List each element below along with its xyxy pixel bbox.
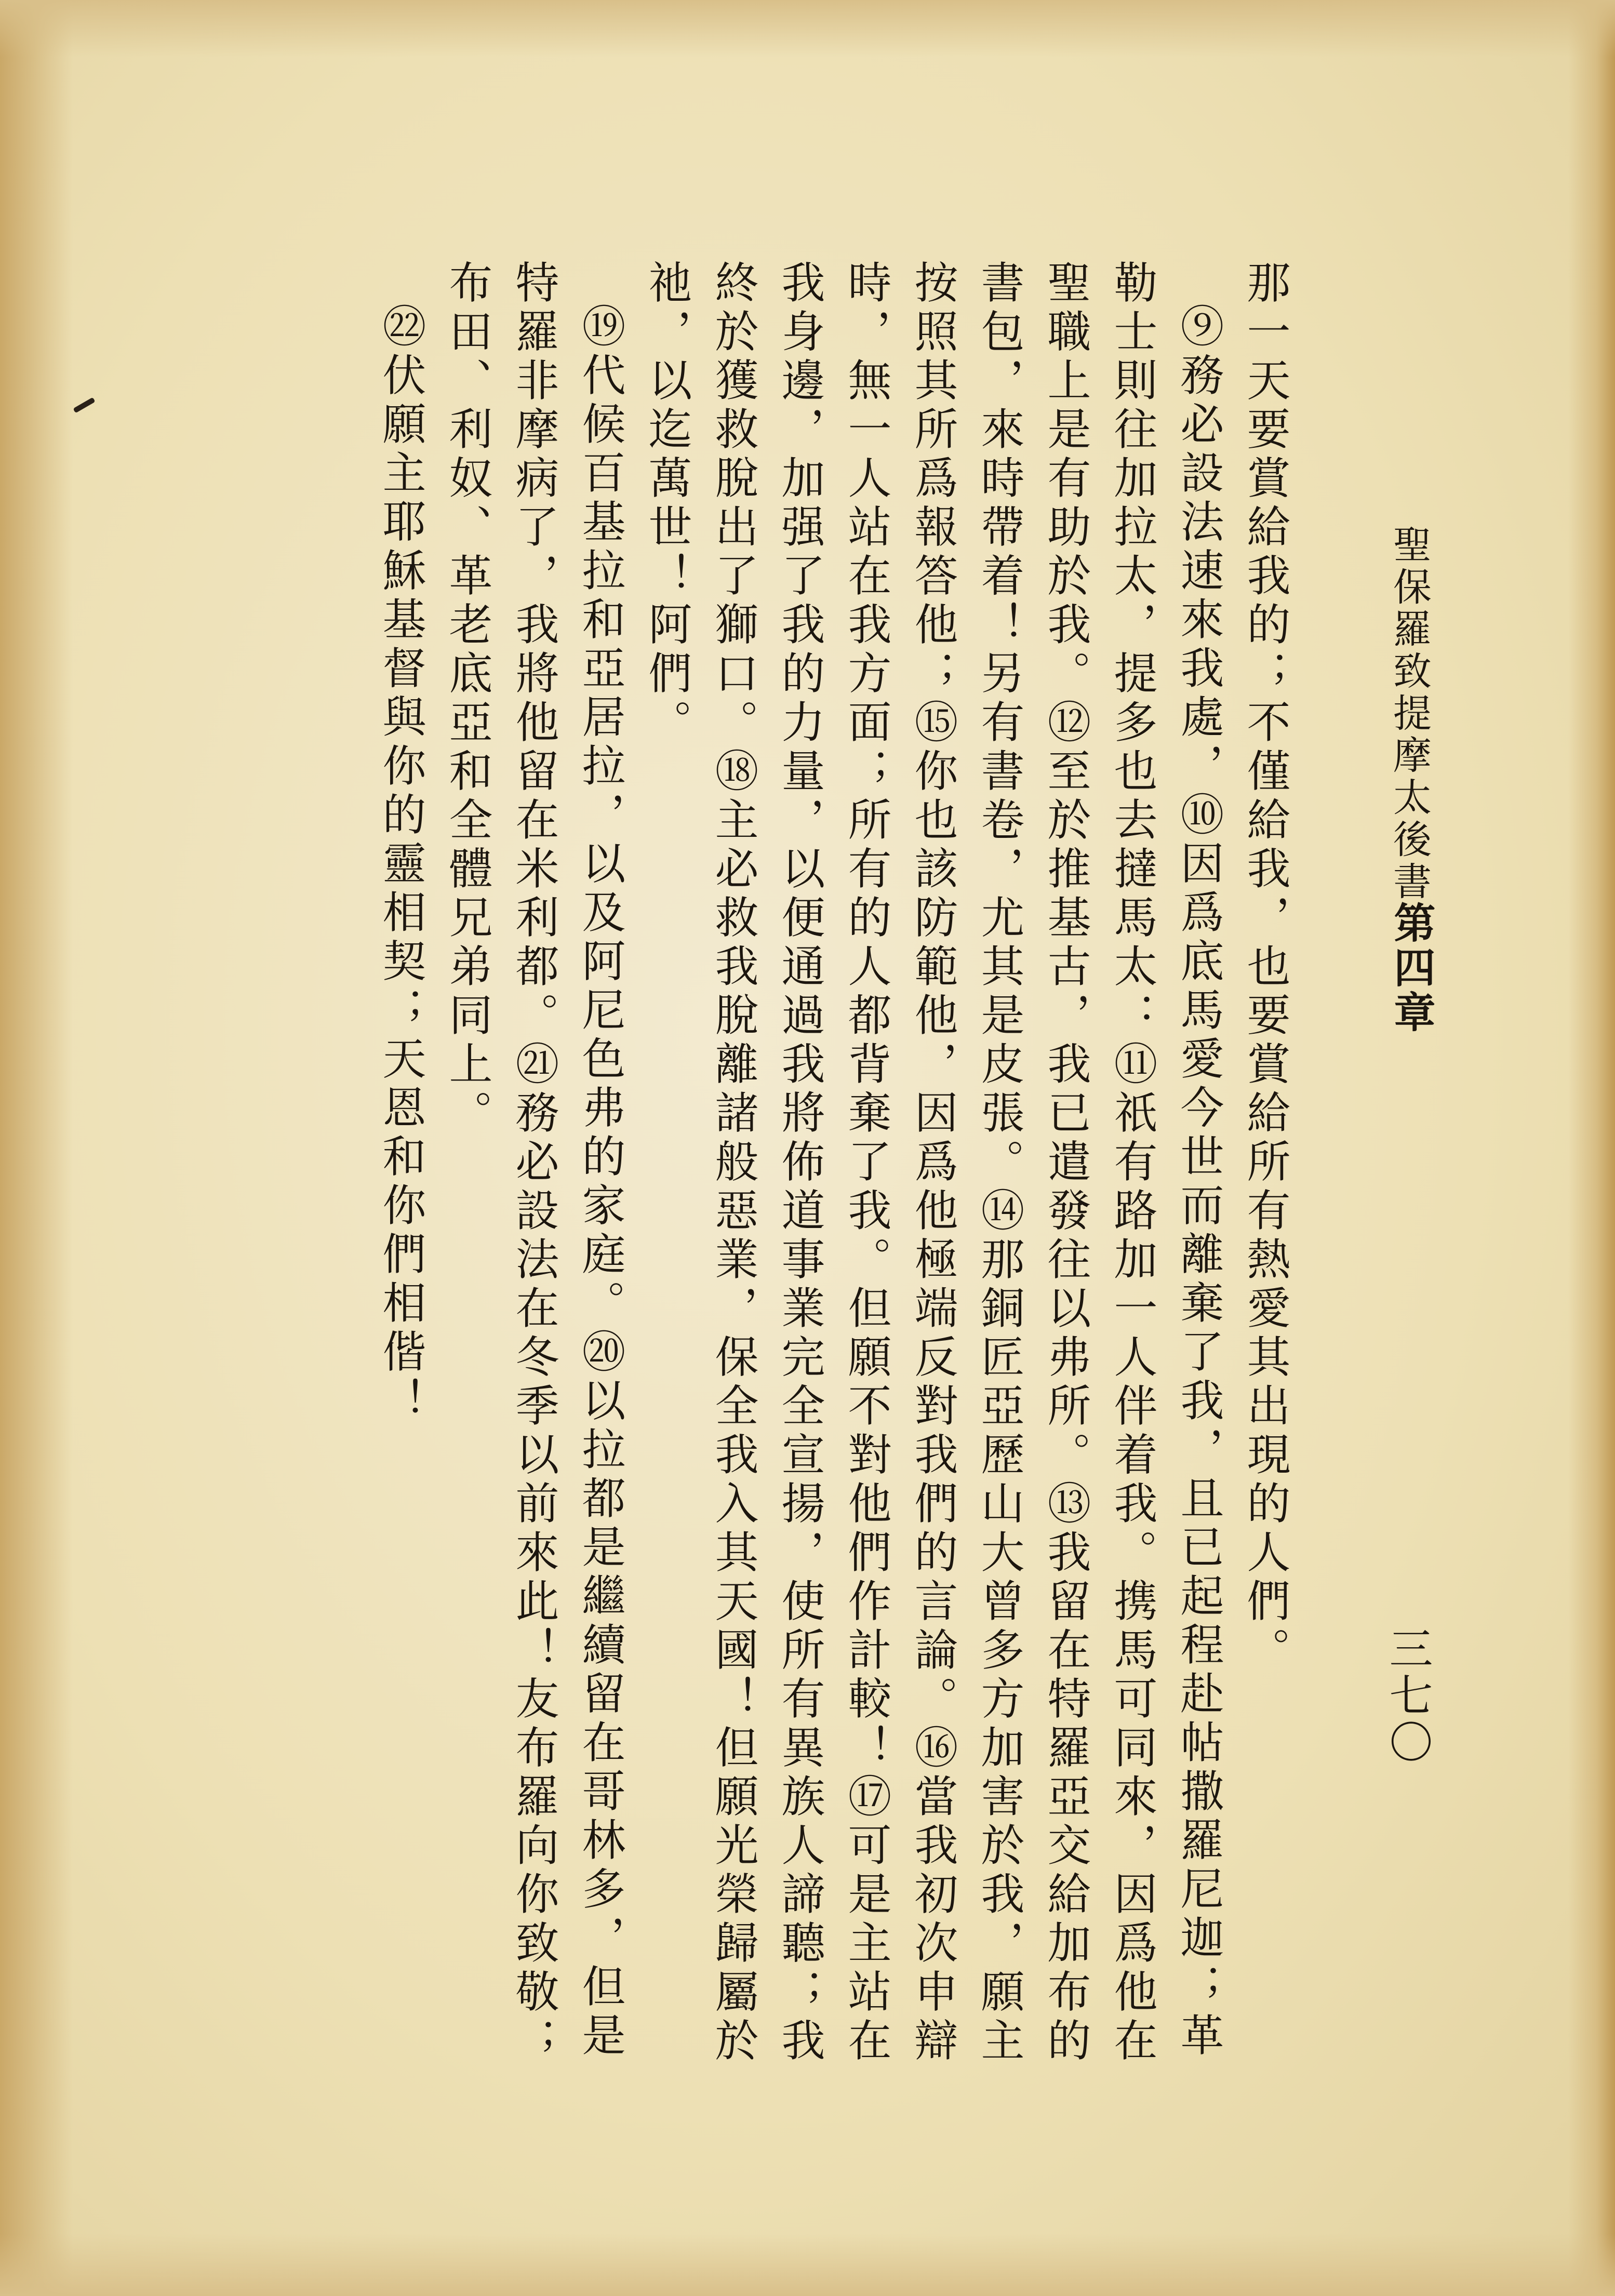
page-shadow-top: [0, 0, 1615, 57]
running-title: 聖保羅致提摩太後書: [1387, 525, 1432, 903]
page-shadow-bottom: [0, 2234, 1615, 2296]
body-text: [376, 260, 1299, 2109]
chapter-heading: 第四章: [1387, 901, 1436, 1035]
paragraph: ⑲代候百基拉和亞居拉，以及阿尼色弗的家庭。⑳以拉都是繼續留在哥林多，但是特羅非摩病了，我將他留在米利都。㉑務必設法在冬季以前來此！友布羅向你致敬；布田、利奴、革老底亞和全體兄弟同上。: [442, 260, 626, 2066]
ink-mark: [73, 397, 95, 413]
paragraph: ㉒伏願主耶穌基督與你的靈相契；天恩和你們相偕！: [376, 303, 426, 1426]
paragraph: 那一天要賞給我的；不僅給我，也要賞給所有熱愛其出現的人們。: [1240, 260, 1291, 1676]
paragraph: ⑨務必設法速來我處，⑩因爲底馬愛今世而離棄了我，且已起程赴帖撒羅尼迦；革勒士則往加拉太，提多也去撻馬太：⑪祇有路加一人伴着我。携馬可同來，因爲他在聖職上是有助於我。⑫至於推基古，我已遣發往以弗所。⑬我留在特羅亞交給加布的書包，來時帶着！另有書卷，尤其是皮張。⑭那銅匠亞歷山大曾多方加害於我，願主按照其所爲報答他；⑮你也該防範他，因爲他極端反對我們的言論。⑯當我初次申辯時，無一人站在我方面；所有的人都背棄了我。但願不對他們作計較！⑰可是主站在我身邊，加强了我的力量，以便通過我將佈道事業完全宣揚，使所有異族人諦聽；我終於獲救脫出了獅口。⑱主必救我脫離諸般惡業，保全我入其天國！但願光榮歸屬於祂，以迄萬世！阿們。: [642, 260, 1224, 2066]
page-number: 三七〇: [1382, 1626, 1433, 1766]
page-shadow-left: [0, 0, 73, 2296]
bleed-through: [187, 239, 229, 2057]
page-edge-right: [1568, 0, 1615, 2296]
